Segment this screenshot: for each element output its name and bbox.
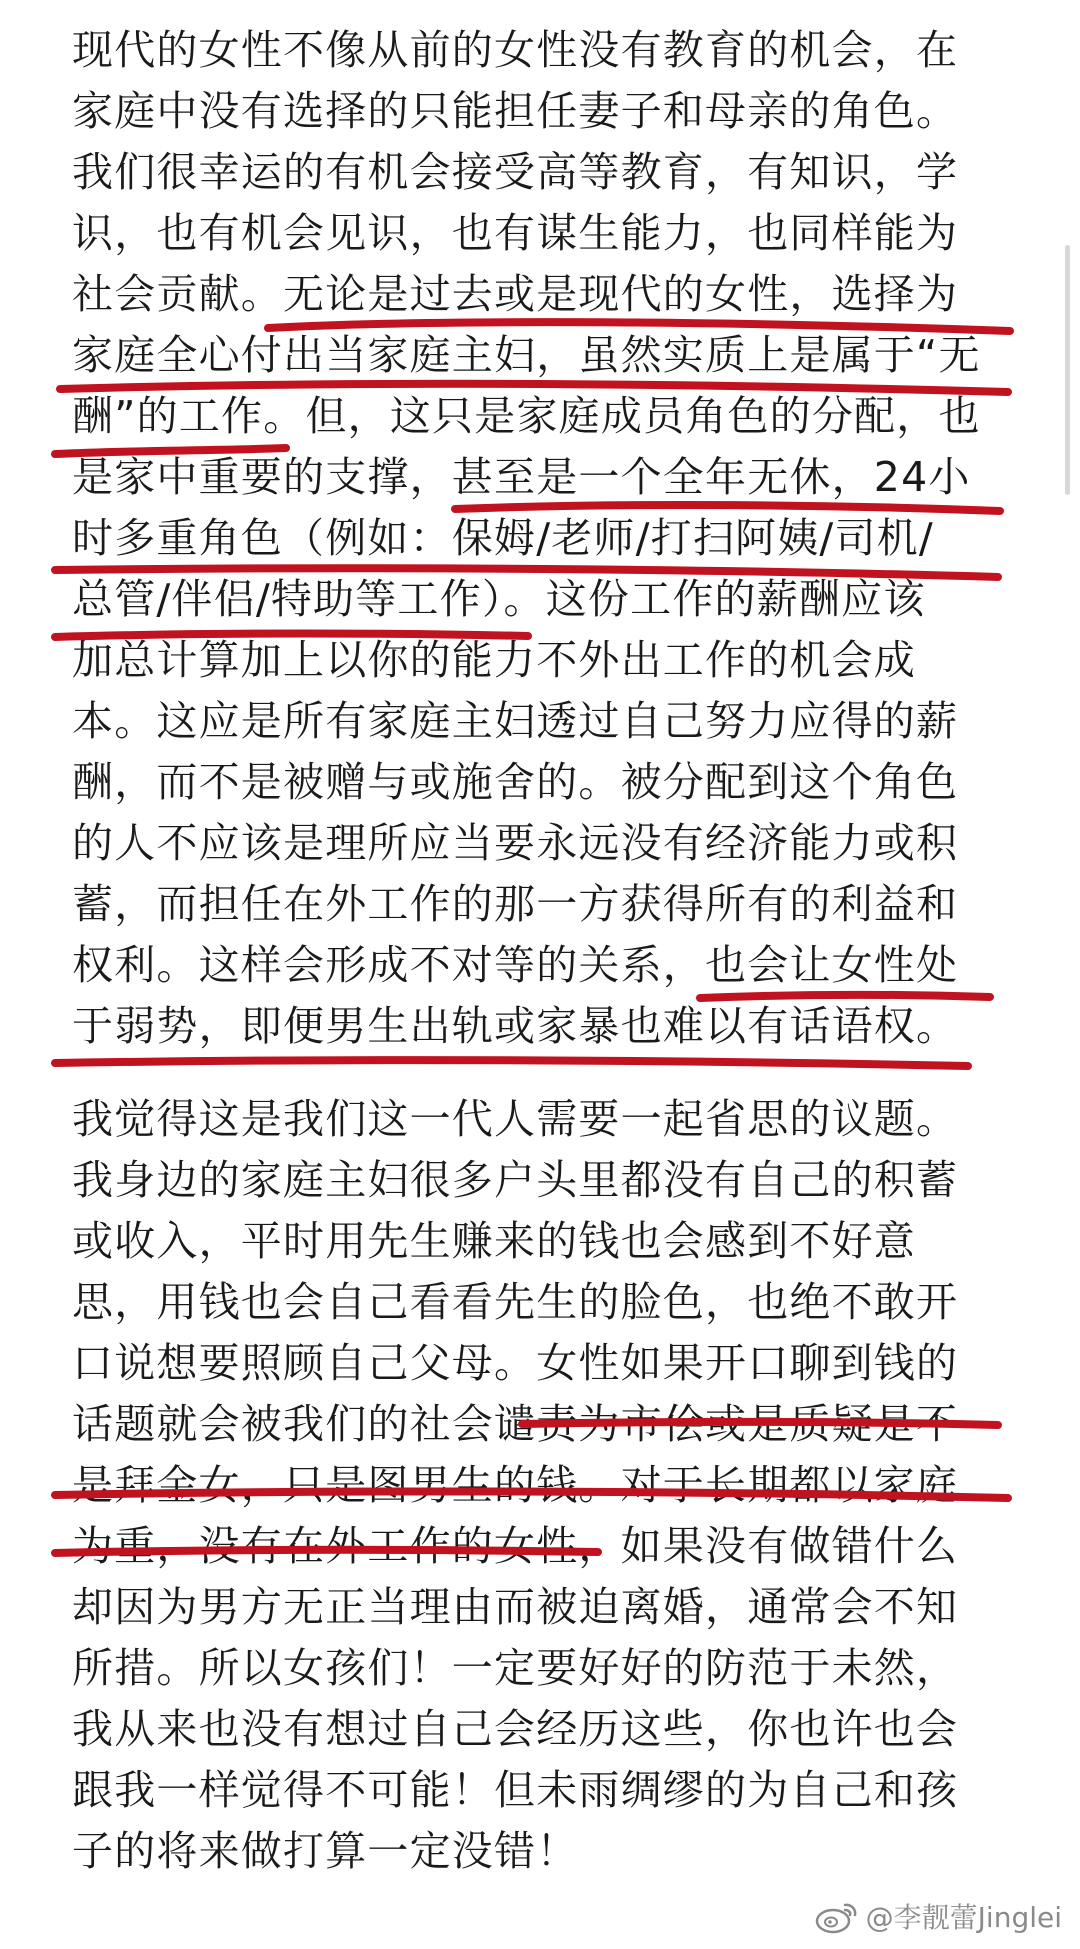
text-line: 口说想要照顾自己父母。女性如果开口聊到钱的 <box>72 1339 959 1387</box>
text-line: 或收入，平时用先生赚来的钱也会感到不好意 <box>72 1217 916 1265</box>
text-line: 是家中重要的支撑，甚至是一个全年无休，24小 <box>72 453 971 501</box>
text-line: 我觉得这是我们这一代人需要一起省思的议题。 <box>72 1095 959 1143</box>
text-line: 家庭中没有选择的只能担任妻子和母亲的角色。 <box>72 87 959 135</box>
text-line: 的人不应该是理所应当要永远没有经济能力或积 <box>72 819 959 867</box>
text-line: 蓄，而担任在外工作的那一方获得所有的利益和 <box>72 880 959 928</box>
text-line: 社会贡献。无论是过去或是现代的女性，选择为 <box>72 270 959 318</box>
watermark <box>814 1895 1062 1937</box>
text-line: 酬”的工作。但，这只是家庭成员角色的分配，也 <box>72 392 981 440</box>
paragraph-2 <box>72 1089 1018 1882</box>
weibo-logo-icon <box>814 1897 860 1935</box>
text-line: 时多重角色（例如：保姆/老师/打扫阿姨/司机/ <box>72 514 934 562</box>
paragraph-1 <box>72 20 1018 1057</box>
text-line: 本。这应是所有家庭主妇透过自己努力应得的薪 <box>72 697 959 745</box>
text-line: 我从来也没有想过自己会经历这些，你也许也会 <box>72 1705 959 1753</box>
watermark-text: @李靓蕾Jinglei <box>865 1901 1062 1934</box>
text-line: 所措。所以女孩们！一定要好好的防范于未然， <box>72 1644 959 1692</box>
text-line: 思，用钱也会自己看看先生的脸色，也绝不敢开 <box>72 1278 959 1326</box>
text-line: 为重，没有在外工作的女性，如果没有做错什么 <box>72 1522 959 1570</box>
text-line: 酬，而不是被赠与或施舍的。被分配到这个角色 <box>72 758 959 806</box>
text-line: 话题就会被我们的社会谴责为市侩或是质疑是不 <box>72 1400 959 1448</box>
text-line: 却因为男方无正当理由而被迫离婚，通常会不知 <box>72 1583 959 1631</box>
text-line: 子的将来做打算一定没错！ <box>72 1827 579 1875</box>
text-line: 总管/伴侣/特助等工作）。这份工作的薪酬应该 <box>72 575 926 623</box>
text-line: 是拜金女，只是图男生的钱。对于长期都以家庭 <box>72 1461 959 1509</box>
text-line: 识，也有机会见识，也有谋生能力，也同样能为 <box>72 209 959 257</box>
scrollbar[interactable] <box>1065 245 1070 495</box>
text-line: 于弱势，即便男生出轨或家暴也难以有话语权。 <box>72 1002 959 1050</box>
underline-mark <box>55 1060 968 1066</box>
text-line: 家庭全心付出当家庭主妇，虽然实质上是属于“无 <box>72 331 981 379</box>
text-line: 跟我一样觉得不可能！但未雨绸缪的为自己和孩 <box>72 1766 959 1814</box>
text-line: 我们很幸运的有机会接受高等教育，有知识，学 <box>72 148 959 196</box>
text-line: 现代的女性不像从前的女性没有教育的机会，在 <box>72 26 959 74</box>
text-line: 权利。这样会形成不对等的关系，也会让女性处 <box>72 941 959 989</box>
text-line: 加总计算加上以你的能力不外出工作的机会成 <box>72 636 916 684</box>
text-line: 我身边的家庭主妇很多户头里都没有自己的积蓄 <box>72 1156 959 1204</box>
